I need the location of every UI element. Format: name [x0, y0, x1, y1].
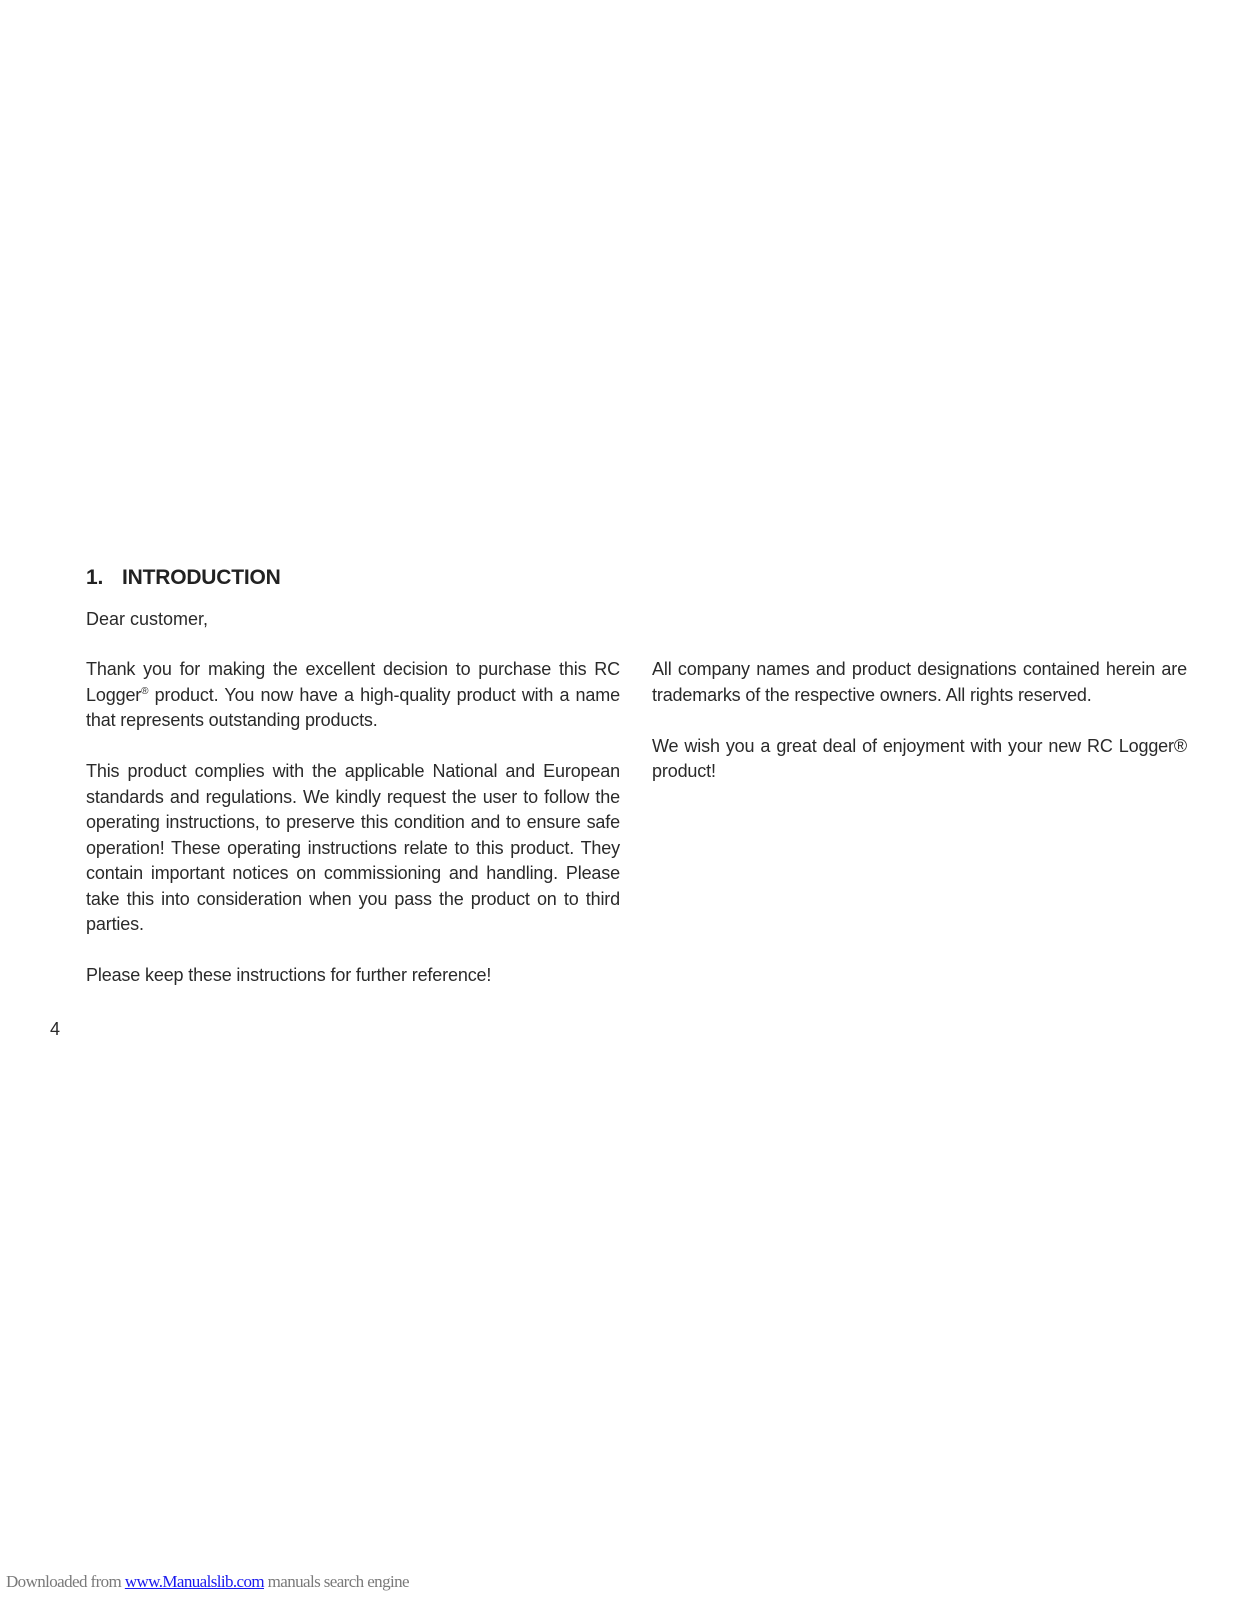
footer-prefix: Downloaded from [6, 1572, 125, 1591]
compliance-paragraph: This product complies with the applicable National and European standards and regulations. We kindly request the user to follow the operating instructions, to preserve this condition and to ensure safe operation! These operating instructions relate to this product. They contain important notices on commissioning and handling. Please take this into consideration when you pass the product on to third parties. [86, 761, 620, 934]
section-heading [86, 566, 281, 590]
keep-instructions-paragraph: Please keep these instructions for further reference! [86, 965, 492, 985]
intro-paragraph [86, 657, 620, 734]
intro-text-start: Thank you for making the excellent decision to purchase this RC Logger [86, 659, 620, 705]
manualslib-link[interactable]: www.Manualslib.com [124, 1572, 265, 1591]
page-number: 4 [50, 1019, 61, 1039]
trademarks-paragraph: All company names and product designations contained herein are trademarks of the respective owners. All rights reserved. [652, 659, 1187, 705]
footer-suffix: manuals search engine [264, 1572, 409, 1591]
registered-mark: ® [141, 685, 149, 697]
download-footer [6, 1572, 409, 1592]
intro-text-end: product. You now have a high-quality product with a name that represents outstanding products. [86, 684, 620, 730]
salutation: Dear customer, [86, 609, 209, 629]
left-column [86, 657, 620, 1014]
section-title: INTRODUCTION [122, 566, 281, 589]
section-number: 1. [86, 566, 104, 589]
right-column [652, 657, 1187, 810]
enjoyment-paragraph: We wish you a great deal of enjoyment with your new RC Logger® product! [652, 735, 1187, 781]
